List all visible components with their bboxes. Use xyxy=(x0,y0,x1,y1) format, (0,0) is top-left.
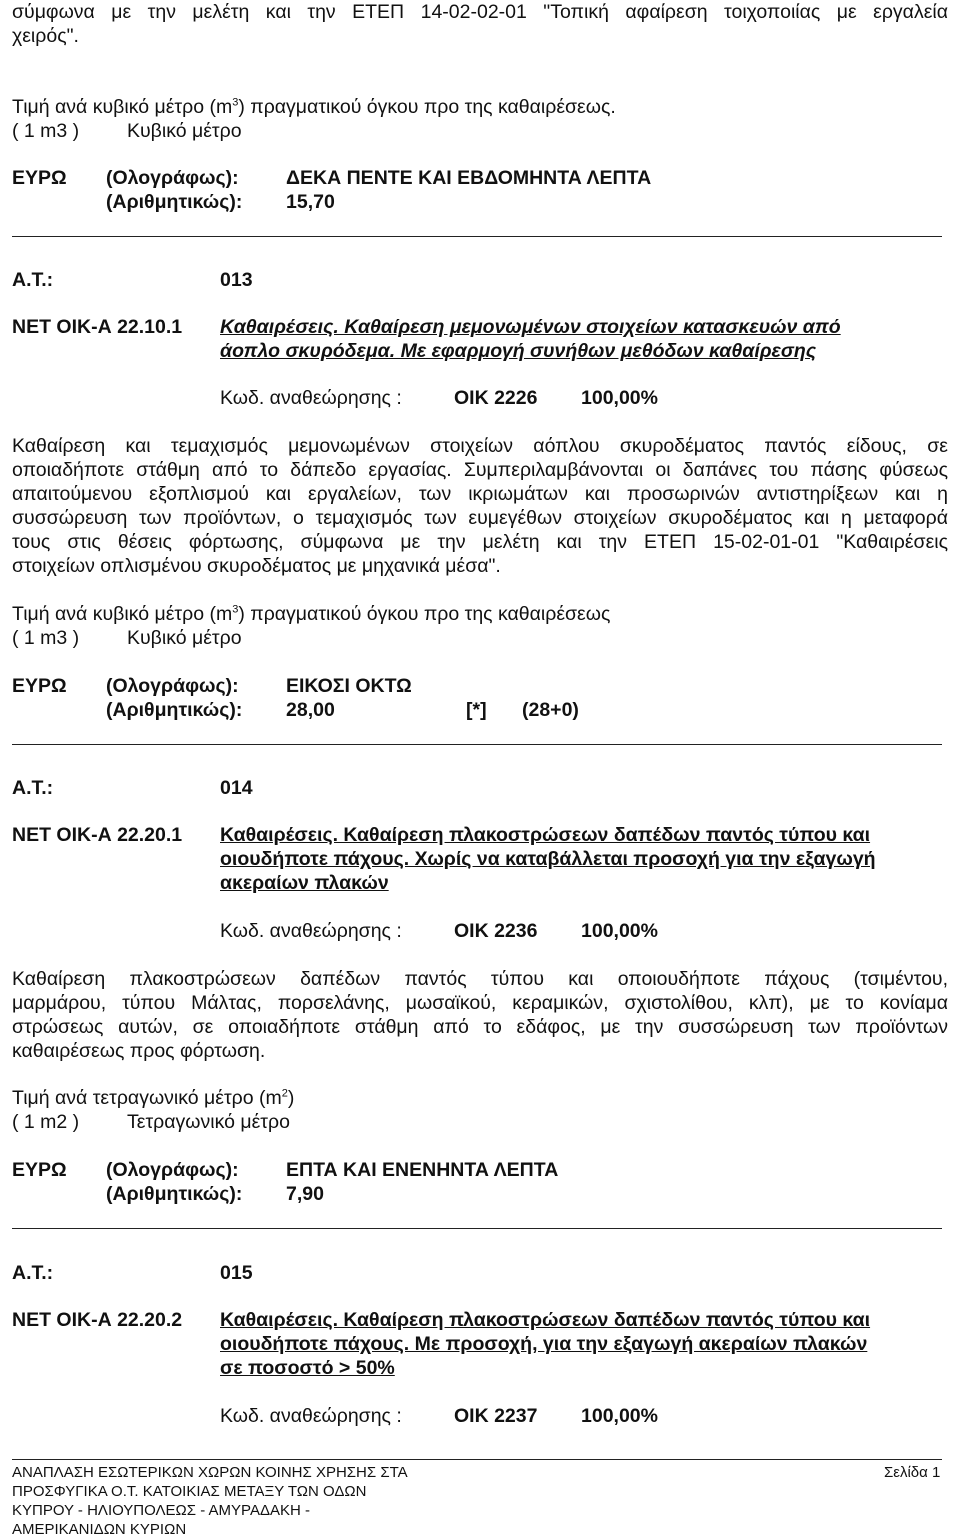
rev-label: Κωδ. αναθεώρησης : xyxy=(220,387,402,409)
price-marker: [*] xyxy=(466,699,487,721)
intro-line: χειρός". xyxy=(12,25,79,47)
intro-line: σύμφωνα με την μελέτη και την ΕΤΕΠ 14-02-02-01 "Τοπική αφαίρεση τοιχοποιίας με εργαλεία xyxy=(12,1,948,23)
words-value: ΕΠΤΑ ΚΑΙ ΕΝΕΝΗΝΤΑ ΛΕΠΤΑ xyxy=(286,1159,559,1181)
numeric-value: 7,90 xyxy=(286,1183,324,1205)
words-value: ΕΙΚΟΣΙ ΟΚΤΩ xyxy=(286,675,412,697)
currency: ΕΥΡΩ xyxy=(12,675,67,697)
item-description: Καθαίρεση και τεμαχισμός μεμονωμένων στοιχείων αόπλου σκυροδέματος παντός είδους, σε οποιαδήποτε στάθμη από το δάπεδο εργασίας. Συμπεριλαμβάνονται οι δαπάνες του πάσης φύσεως απαιτούμενου εξοπλισμού και εργαλείων, των ικριωμάτων και προσωρινών αντιστηρίξεων και η συσσώρευση των προϊόντων, ο τεμαχισμός των ευμεγέθων στοιχείων σκυροδέματος και η μεταφορά τους στις θέσεις φόρτωσης, σύμφωνα με την μελέτη και την ΕΤΕΠ 15-02-01-01 "Καθαιρέσεις στοιχείων οπλισμένου σκυροδέματος με μηχανικά μέσα". xyxy=(12,435,948,577)
intro-price-line: Τιμή ανά κυβικό μέτρο $(m^3)$ πραγματικού όγκου προ της καθαιρέσεως. xyxy=(12,96,616,118)
unit-label: Τετραγωνικό μέτρο xyxy=(127,1111,290,1133)
at-label: Α.Τ.: xyxy=(12,1262,54,1284)
item-description: Καθαίρεση πλακοστρώσεων δαπέδων παντός τύπου και οποιουδήποτε πάχους (τσιμέντου, μαρμάρου, τύπου Μάλτας, πορσελάνης, μωσαϊκού, κεραμικών, σχιστολίθου, κλπ), με το κονίαμα στρώσεως αυτών, σε οποιαδήποτε στάθμη από το εδάφος, με την συσσώρευση των προϊόντων καθαιρέσεως προς φόρτωση. xyxy=(12,968,948,1062)
unit-code: ( 1 m2 ) xyxy=(12,1111,80,1133)
price-line: Τιμή ανά τετραγωνικό μέτρο $(m^2)$ xyxy=(12,1087,295,1109)
rev-percent: 100,00% xyxy=(581,1405,658,1427)
words-label: (Ολογράφως): xyxy=(106,1159,239,1181)
numeric-value: 28,00 xyxy=(286,699,335,721)
unit-code: ( 1 m3 ) xyxy=(12,627,80,649)
numeric-label: (Αριθμητικώς): xyxy=(106,1183,243,1205)
at-label: Α.Τ.: xyxy=(12,269,54,291)
page-number: Σελίδα 1 xyxy=(884,1464,941,1481)
intro-words-label: (Ολογράφως): xyxy=(106,167,239,189)
at-label: Α.Τ.: xyxy=(12,777,54,799)
divider xyxy=(12,744,942,745)
intro-words-value: ΔΕΚΑ ΠΕΝΤΕ ΚΑΙ ΕΒΔΟΜΗΝΤΑ ΛΕΠΤΑ xyxy=(286,167,652,189)
item-title: Καθαιρέσεις. Καθαίρεση μεμονωμένων στοιχείων κατασκευών από άοπλο σκυρόδεμα. Με εφαρμογή συνήθων μεθόδων καθαίρεσης xyxy=(220,316,841,362)
divider xyxy=(12,236,942,237)
intro-description xyxy=(12,0,948,48)
rev-code: ΟΙΚ 2237 xyxy=(454,1405,538,1427)
intro-currency: ΕΥΡΩ xyxy=(12,167,67,189)
divider xyxy=(12,1228,942,1229)
rev-percent: 100,00% xyxy=(581,387,658,409)
item-code: ΝΕΤ ΟΙΚ-Α 22.20.2 xyxy=(12,1309,183,1331)
at-value: 014 xyxy=(220,777,253,799)
footer-divider xyxy=(12,1459,942,1460)
item-title: Καθαιρέσεις. Καθαίρεση πλακοστρώσεων δαπέδων παντός τύπου και οιουδήποτε πάχους. Χωρίς να καταβάλλεται προσοχή για την εξαγωγή ακεραίων πλακών xyxy=(220,824,876,894)
intro-numeric-value: 15,70 xyxy=(286,191,335,213)
rev-code: ΟΙΚ 2236 xyxy=(454,920,538,942)
at-value: 013 xyxy=(220,269,253,291)
item-code: ΝΕΤ ΟΙΚ-Α 22.10.1 xyxy=(12,316,183,338)
item-title: Καθαιρέσεις. Καθαίρεση πλακοστρώσεων δαπέδων παντός τύπου και οιουδήποτε πάχους. Με προσοχή, για την εξαγωγή ακεραίων πλακών σε ποσοστό > 50% xyxy=(220,1309,871,1379)
rev-label: Κωδ. αναθεώρησης : xyxy=(220,1405,402,1427)
intro-numeric-label: (Αριθμητικώς): xyxy=(106,191,243,213)
numeric-label: (Αριθμητικώς): xyxy=(106,699,243,721)
rev-percent: 100,00% xyxy=(581,920,658,942)
unit-label: Κυβικό μέτρο xyxy=(127,627,242,649)
rev-label: Κωδ. αναθεώρησης : xyxy=(220,920,402,942)
intro-unit-label: Κυβικό μέτρο xyxy=(127,120,242,142)
at-value: 015 xyxy=(220,1262,253,1284)
price-formula: (28+0) xyxy=(522,699,579,721)
words-label: (Ολογράφως): xyxy=(106,675,239,697)
price-line: Τιμή ανά κυβικό μέτρο $(m^3)$ πραγματικού όγκου προ της καθαιρέσεως xyxy=(12,603,611,625)
intro-unit-code: ( 1 m3 ) xyxy=(12,120,80,142)
item-code: ΝΕΤ ΟΙΚ-Α 22.20.1 xyxy=(12,824,183,846)
rev-code: ΟΙΚ 2226 xyxy=(454,387,538,409)
footer-project: ΑΝΑΠΛΑΣΗ ΕΣΩΤΕΡΙΚΩΝ ΧΩΡΩΝ ΚΟΙΝΗΣ ΧΡΗΣΗΣ ΣΤΑ ΠΡΟΣΦΥΓΙΚΑ Ο.Τ. ΚΑΤΟΙΚΙΑΣ ΜΕΤΑΞΥ ΤΩΝ ΟΔΩΝ ΚΥΠΡΟΥ - ΗΛΙΟΥΠΟΛΕΩΣ - ΑΜΥΡΑΔΑΚΗ - ΑΜΕΡΙΚΑΝΙΔΩΝ ΚΥΡΙΩΝ xyxy=(12,1464,408,1538)
currency: ΕΥΡΩ xyxy=(12,1159,67,1181)
